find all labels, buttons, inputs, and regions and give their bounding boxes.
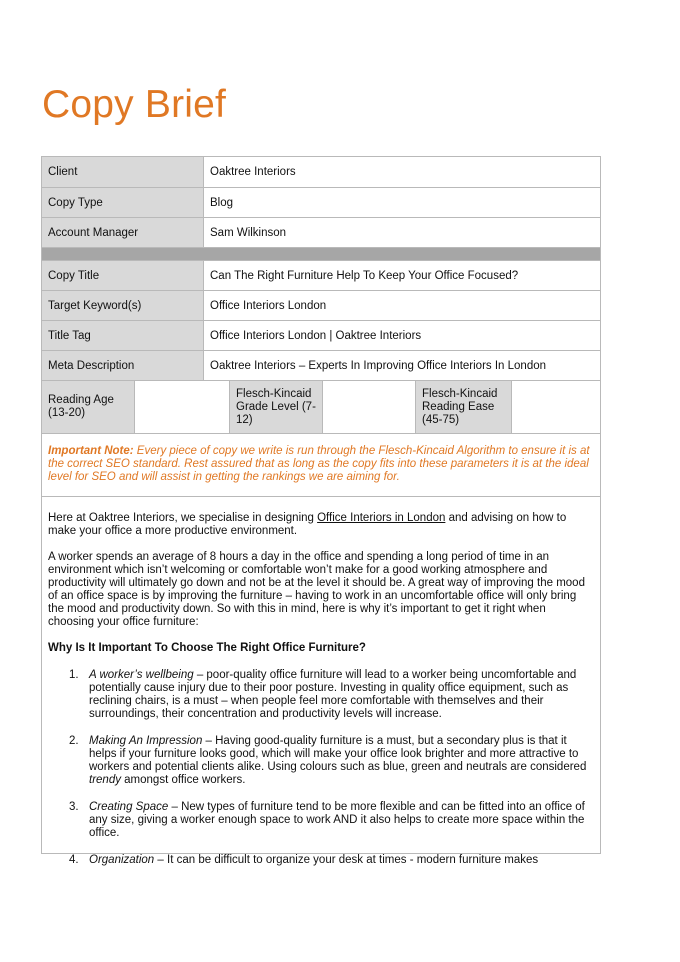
copy-type-row [42, 188, 600, 218]
copy-title-value: Can The Right Furniture Help To Keep Your Office Focused? [210, 269, 519, 282]
fk-grade-label: Flesch-Kincaid Grade Level (7-12) [230, 381, 323, 433]
important-note [42, 434, 600, 497]
list-item [48, 735, 594, 787]
list-item-title: Making An Impression [89, 735, 203, 747]
list-number: 4. [69, 854, 79, 866]
title-tag-row [42, 321, 600, 351]
account-manager-row [42, 218, 600, 248]
list-item-text [89, 669, 594, 721]
intro-text-end: and advising on how to make your office a more productive environment. [48, 512, 567, 537]
section-divider [42, 248, 600, 261]
body-paragraph: A worker spends an average of 8 hours a day in the office and spending a long period of time in an environment which isn’t welcoming or comfortable won’t make for a good working atmosphere and productivity will ultimately go down and not be at the level it should be. A great way of improving the mood of an office space is by improving the furniture – having to work in an uncomfortable office will only bring the mood and productivity down. So with this in mind, here is why it’s important to get it right when choosing your office furniture: [48, 551, 585, 628]
copy-type-label: Copy Type [42, 188, 204, 217]
account-manager-value: Sam Wilkinson [210, 226, 287, 239]
list-item-text [89, 801, 594, 840]
title-tag-value: Office Interiors London | Oaktree Interiors [210, 329, 422, 342]
target-keyword-label: Target Keyword(s) [42, 291, 204, 320]
meta-description-row [42, 351, 600, 381]
list-item-emphasis: trendy [89, 774, 121, 786]
title-tag-label: Title Tag [42, 321, 204, 350]
copy-brief-table [41, 156, 601, 866]
client-value: Oaktree Interiors [210, 166, 296, 178]
list-item-body: – Having good-quality furniture is a must, but a secondary plus is that it helps if your furniture looks good, which will make your office look brighter and more attractive to workers and potential clients alike. Using colours such as blue, green and neutrals are considered [89, 735, 587, 773]
reasons-list [48, 669, 594, 867]
list-number: 3. [69, 801, 79, 813]
target-keyword-row [42, 291, 600, 321]
target-keyword-value: Office Interiors London [210, 299, 327, 312]
important-note-lead: Important Note: [48, 445, 134, 457]
list-number: 2. [69, 735, 79, 747]
list-item [48, 669, 594, 721]
fk-ease-label: Flesch-Kincaid Reading Ease (45-75) [416, 381, 512, 433]
fk-grade-value [323, 381, 416, 433]
list-item-title: Creating Space [89, 801, 169, 813]
list-item [48, 854, 594, 867]
reading-metrics-row [42, 381, 600, 434]
meta-description-label: Meta Description [42, 351, 204, 380]
copy-type-value: Blog [210, 196, 234, 209]
section-heading: Why Is It Important To Choose The Right Office Furniture? [48, 642, 366, 654]
page-title: Copy Brief [42, 83, 227, 126]
list-item-body: – poor-quality office furniture will lead to a worker being uncomfortable and potentially cause injury due to their poor posture. Investing in quality office equipment, such as reclining chairs, is a must – when people feel more comfortable with themselves and their surroundings, their concentration and productivity levels will increase. [89, 669, 577, 720]
client-row [42, 157, 600, 188]
office-interiors-link[interactable]: Office Interiors in London [317, 512, 446, 524]
reading-age-label: Reading Age (13-20) [42, 381, 135, 433]
list-item-title: A worker’s wellbeing [89, 669, 194, 681]
important-note-text: Every piece of copy we write is run through the Flesch-Kincaid Algorithm to ensure it is at the correct SEO standard. Rest assured that as long as the copy fits into these parameters it is at the ideal level for SEO and will assist in getting the rankings we are aiming for. [48, 445, 590, 483]
account-manager-label: Account Manager [42, 218, 204, 247]
copy-body [42, 497, 600, 866]
intro-text-start: Here at Oaktree Interiors, we specialise in designing [48, 512, 318, 524]
list-item-body: – New types of furniture tend to be more flexible and can be fitted into an office of any size, giving a worker enough space to work AND it also helps to create more space within the office. [89, 801, 585, 839]
copy-title-row [42, 261, 600, 291]
list-number: 1. [69, 669, 79, 681]
client-label: Client [42, 157, 204, 187]
list-item-text [89, 735, 594, 787]
reading-age-value [135, 381, 230, 433]
meta-description-value: Oaktree Interiors – Experts In Improving Office Interiors In London [210, 359, 547, 372]
copy-title-label: Copy Title [42, 261, 204, 290]
list-item-text [89, 854, 594, 867]
list-item-body-end: amongst office workers. [120, 774, 246, 786]
fk-ease-value [512, 381, 600, 433]
intro-paragraph [48, 512, 594, 538]
list-item [48, 801, 594, 840]
list-item-body: – It can be difficult to organize your desk at times - modern furniture makes [154, 854, 539, 866]
list-item-title: Organization [89, 854, 155, 866]
